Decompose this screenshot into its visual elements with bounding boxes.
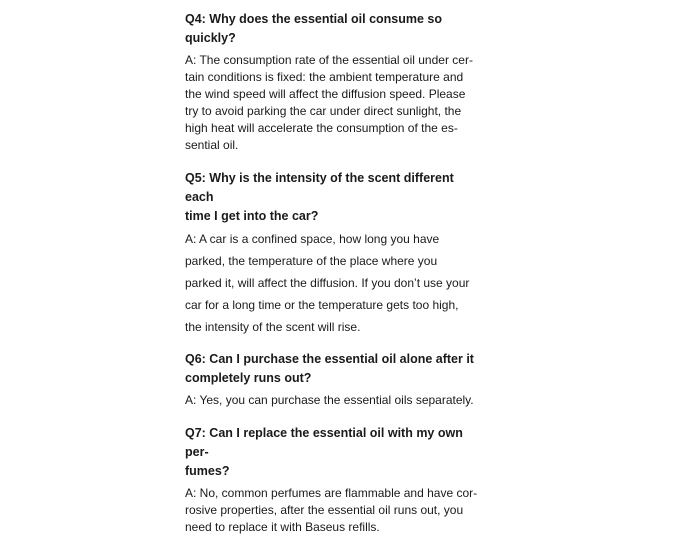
faq-list <box>185 10 485 536</box>
faq-answer: A: No, common perfumes are flammable and have cor- rosive properties, after the essential oil runs out, you need to replace it with Baseus refills. <box>185 486 478 534</box>
faq-item-q7 <box>185 424 485 536</box>
faq-item-q4 <box>185 10 485 154</box>
faq-question: Q6: Can I purchase the essential oil alone after it completely runs out? <box>185 352 474 385</box>
faq-item-q5 <box>185 169 485 338</box>
faq-question: Q4: Why does the essential oil consume so quickly? <box>185 12 443 45</box>
faq-question: Q7: Can I replace the essential oil with my own per- fumes? <box>185 426 463 478</box>
faq-answer: A: The consumption rate of the essential oil under cer- tain conditions is fixed: the ambient temperature and the wind speed will affect the diffusion speed. Please try to avoid parking the car under direct sunlight, the high heat will accelerate the consumption of the es- sential oil. <box>185 53 473 152</box>
faq-question: Q5: Why is the intensity of the scent different each time I get into the car? <box>185 171 454 223</box>
faq-item-q6 <box>185 350 485 409</box>
faq-answer: A: A car is a confined space, how long you have parked, the temperature of the place where you parked it, will affect the diffusion. If you don’t use your car for a long time or the temperature gets too high, the intensity of the scent will rise. <box>185 232 470 334</box>
faq-answer: A: Yes, you can purchase the essential oils separately. <box>185 393 474 407</box>
